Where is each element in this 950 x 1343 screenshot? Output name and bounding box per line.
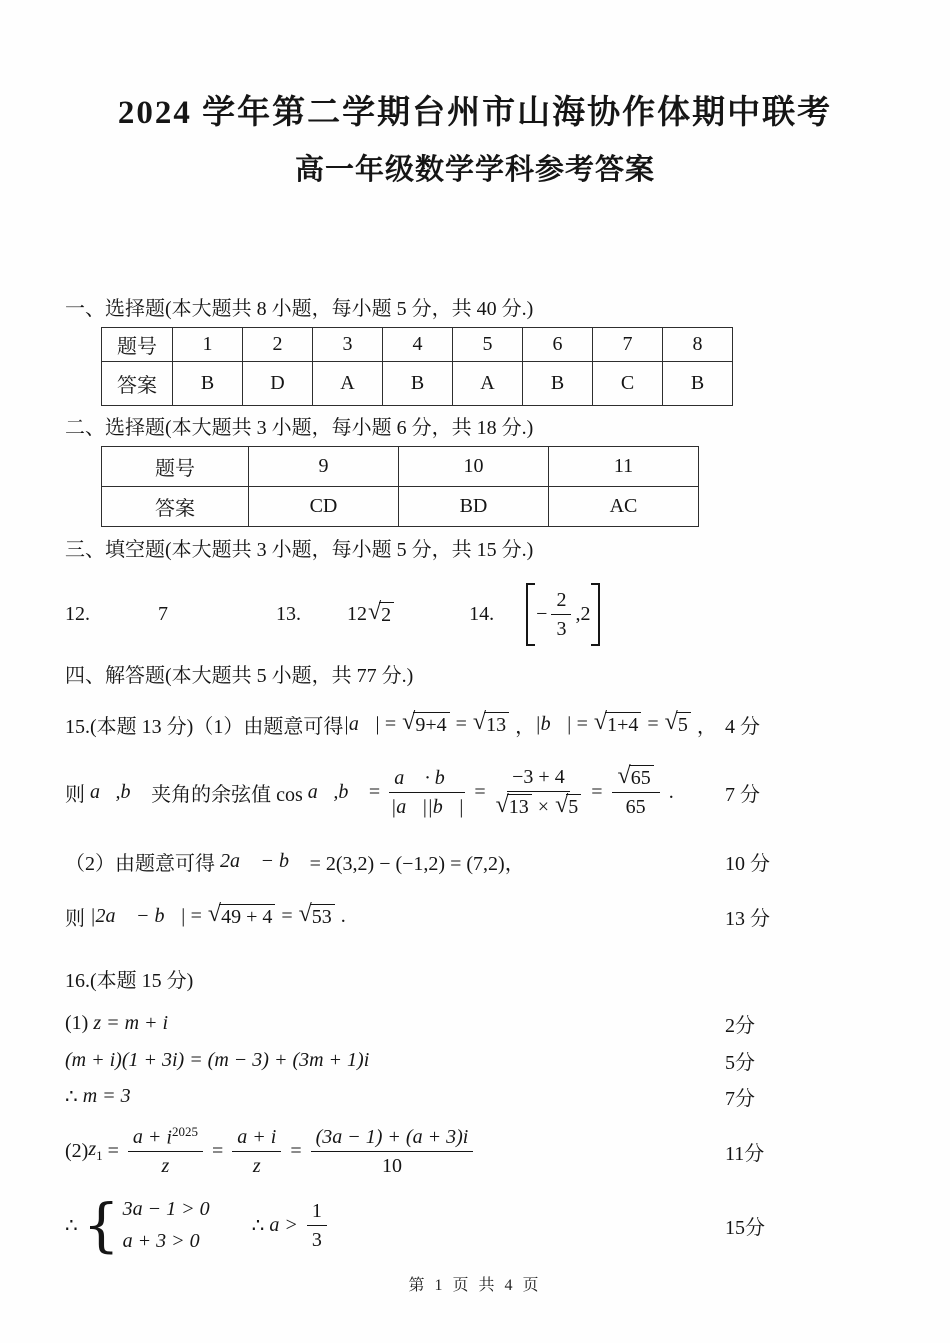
section-3-heading: 三、填空题(本大题共 3 小题，每小题 5 分，共 15 分.) [65, 539, 534, 561]
math-formula: (m + i)(1 + 3i) = (m − 3) + (3m + 1)i [65, 1048, 370, 1071]
score-label: 13 分 [725, 907, 770, 930]
question-16-line-2 [65, 1045, 890, 1075]
answer-value: D [243, 362, 313, 406]
question-number: 10 [399, 447, 549, 487]
question-16-line-3 [65, 1081, 890, 1111]
question-number: 6 [523, 328, 593, 362]
question-15-line-2 [65, 756, 890, 828]
question-number: 4 [383, 328, 453, 362]
math-formula: (2) $z_1$ = a + $i^{2025}$ z = $\frac{a + i}{z}$ = $\frac{(3a - 1) + (a + 3)i}{10}$ [65, 1124, 725, 1179]
blank-12-label: 12. [65, 602, 90, 625]
answers-table-2 [101, 446, 699, 527]
question-number: 7 [593, 328, 663, 362]
answer-value: B [523, 362, 593, 406]
question-number: 1 [173, 328, 243, 362]
answer-value: AC [549, 487, 699, 527]
blank-12-answer: 7 [158, 602, 168, 625]
blank-14-label: 14. [469, 602, 495, 625]
answers-table-1 [101, 327, 733, 406]
row-label: 题号 [102, 447, 249, 487]
score-label: 15分 [725, 1216, 765, 1239]
page-content [65, 296, 890, 1259]
score-label: 11分 [725, 1142, 765, 1165]
question-number: 5 [453, 328, 523, 362]
page-subtitle: 高一年级数学学科参考答案 [294, 154, 655, 186]
score-label: 10 分 [725, 852, 770, 875]
fill-in-answers-row [65, 575, 890, 653]
question-number: 11 [549, 447, 699, 487]
blank-13-answer: 12 √ 2 [347, 602, 395, 627]
row-label: 答案 [102, 487, 249, 527]
question-16-line-1 [65, 1008, 890, 1038]
question-number: 3 [313, 328, 383, 362]
section-1-heading: 一、选择题(本大题共 8 小题，每小题 5 分，共 40 分.) [65, 298, 534, 320]
answer-value: BD [399, 487, 549, 527]
score-label: 5分 [725, 1051, 755, 1074]
score-label: 7分 [725, 1087, 755, 1110]
question-16-line-5 [65, 1191, 890, 1259]
answer-value: A [313, 362, 383, 406]
answer-value: C [593, 362, 663, 406]
question-number: 2 [243, 328, 313, 362]
section-2-heading: 二、选择题(本大题共 3 小题，每小题 6 分，共 18 分.) [65, 417, 534, 439]
row-label: 题号 [102, 328, 173, 362]
math-formula: ∴ m = 3 [65, 1084, 131, 1108]
score-label: 4 分 [725, 715, 760, 738]
answer-value: A [453, 362, 523, 406]
math-formula: 15.(本题 13 分)（1）由题意可得 |a⃗| = √ 9+4 = √ 13 ， |b⃗| = √ 1+4 = √ 5 ， [65, 709, 717, 738]
section-4-heading: 四、解答题(本大题共 5 小题，共 77 分.) [65, 665, 414, 687]
math-formula: (1) z = m + i [65, 1011, 169, 1034]
score-label: 7 分 [725, 783, 760, 806]
answer-value: B [173, 362, 243, 406]
question-number: 8 [663, 328, 733, 362]
question-16-header: 16.(本题 15 分) [65, 970, 194, 992]
blank-14-answer: − $\frac{2}{3}$ ,2 [524, 583, 602, 646]
page-title: 2024 学年第二学期台州市山海协作体期中联考 [117, 95, 833, 131]
math-formula: ∴ { 3a − 1 > 0 a + 3 > 0 ∴ a > $\frac{1}{3}$ [65, 1198, 725, 1253]
question-15-line-3 [65, 841, 890, 881]
math-formula: 则 |2a⃗ − b⃗| = √ 49 + 4 = √ 53 . [65, 901, 346, 930]
question-number: 9 [249, 447, 399, 487]
question-16-line-4 [65, 1120, 890, 1182]
question-15-line-1 [65, 702, 890, 746]
table-row [102, 447, 699, 487]
row-label: 答案 [102, 362, 173, 406]
page-footer: 第 1 页 共 4 页 [408, 1277, 542, 1294]
answer-value: B [383, 362, 453, 406]
table-row [102, 328, 733, 362]
math-formula: （2）由题意可得 2a⃗ − b⃗ = 2(3,2) − (−1,2) = (7,2)， [65, 849, 525, 875]
table-row [102, 487, 699, 527]
score-label: 2分 [725, 1014, 755, 1037]
answer-value: CD [249, 487, 399, 527]
math-formula: 则 a⃗,b⃗ 夹角的余弦值 cos a⃗,b⃗ = $\frac{a⃗ \cdot b⃗}{|a⃗||b⃗|}$ = −3 + 4 √ 13 × √ 5 = √ 65 65 . [65, 762, 674, 818]
table-row [102, 362, 733, 406]
question-15-line-4 [65, 889, 890, 943]
blank-13-label: 13. [276, 602, 301, 625]
answer-value: B [663, 362, 733, 406]
